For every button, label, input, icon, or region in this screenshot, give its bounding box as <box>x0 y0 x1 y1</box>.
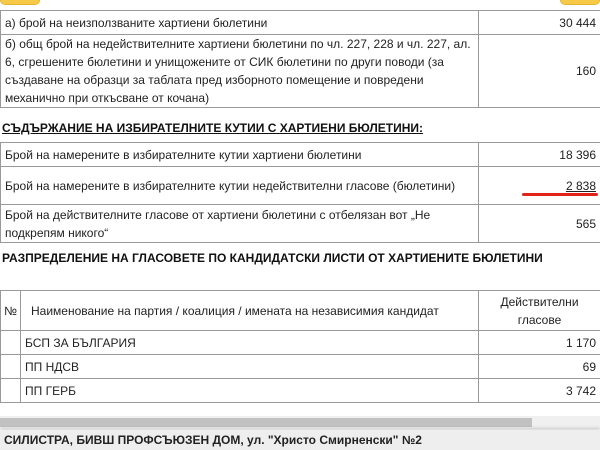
row-value: 160 <box>479 35 600 108</box>
table-row <box>1 331 600 355</box>
party-name: ПП ГЕРБ <box>21 379 479 403</box>
row-value: 30 444 <box>479 11 600 35</box>
scrollbar-thumb[interactable] <box>0 418 532 427</box>
row-no <box>1 355 21 379</box>
invalid-votes-value: 2 838 <box>565 178 596 193</box>
heading-text: РАЗПРЕДЕЛЕНИЕ НА ГЛАСОВЕТЕ ПО КАНДИДАТСКИ ЛИСТИ ОТ ХАРТИЕНИТЕ БЮЛЕТИНИ <box>2 251 543 265</box>
heading-text: СЪДЪРЖАНИЕ НА ИЗБИРАТЕЛНИТЕ КУТИИ С ХАРТИЕНИ БЮЛЕТИНИ: <box>2 121 424 135</box>
row-label: Брой на действителните гласове от хартиени бюлетини с отбелязан вот „Не подкрепям никого“ <box>1 205 479 243</box>
yellow-button-left[interactable] <box>0 0 40 5</box>
party-votes: 3 742 <box>479 379 600 403</box>
col-no-header: № <box>1 291 21 331</box>
row-label: а) брой на неизползваните хартиени бюлетини <box>1 11 479 35</box>
row-value: 565 <box>479 205 600 243</box>
col-votes-header: Действителни гласове <box>479 291 600 331</box>
party-name: ПП НДСВ <box>21 355 479 379</box>
party-votes-table <box>0 290 600 403</box>
table-row <box>1 205 600 243</box>
unused-ballots-table <box>0 10 600 108</box>
col-name-header: Наименование на партия / коалиция / имената на независимия кандидат <box>21 291 479 331</box>
row-label: Брой на намерените в избирателните кутии хартиени бюлетини <box>1 143 479 167</box>
red-annotation-line <box>522 193 598 196</box>
table-row <box>1 143 600 167</box>
table-row <box>1 355 600 379</box>
horizontal-scrollbar[interactable] <box>0 416 600 429</box>
party-name: БСП ЗА БЪЛГАРИЯ <box>21 331 479 355</box>
ballot-box-table <box>0 142 600 243</box>
row-label: Брой на намерените в избирателните кутии недействителни гласове (бюлетини) <box>1 167 479 205</box>
table-row <box>1 11 600 35</box>
section-heading <box>2 120 598 136</box>
row-no <box>1 379 21 403</box>
yellow-button-right[interactable] <box>560 0 600 5</box>
table-row <box>1 379 600 403</box>
row-value: 18 396 <box>479 143 600 167</box>
section-heading <box>2 250 598 266</box>
table-header-row <box>1 291 600 331</box>
table-row <box>1 35 600 108</box>
row-value <box>479 167 600 205</box>
row-no <box>1 331 21 355</box>
party-votes: 69 <box>479 355 600 379</box>
footer-address: СИЛИСТРА, БИВШ ПРОФСЪЮЗЕН ДОМ, ул. "Христо Смирненски" №2 <box>0 430 600 450</box>
row-label: б) общ брой на недействителните хартиени бюлетини по чл. 227, 228 и чл. 227, ал. 6, сгрешените бюлетини и унищожените от СИК бюлетини по други поводи (за създаване на образци за таблата пред изборното помещение и повредени механично при откъсване от кочана) <box>1 35 479 108</box>
party-votes: 1 170 <box>479 331 600 355</box>
table-row <box>1 167 600 205</box>
